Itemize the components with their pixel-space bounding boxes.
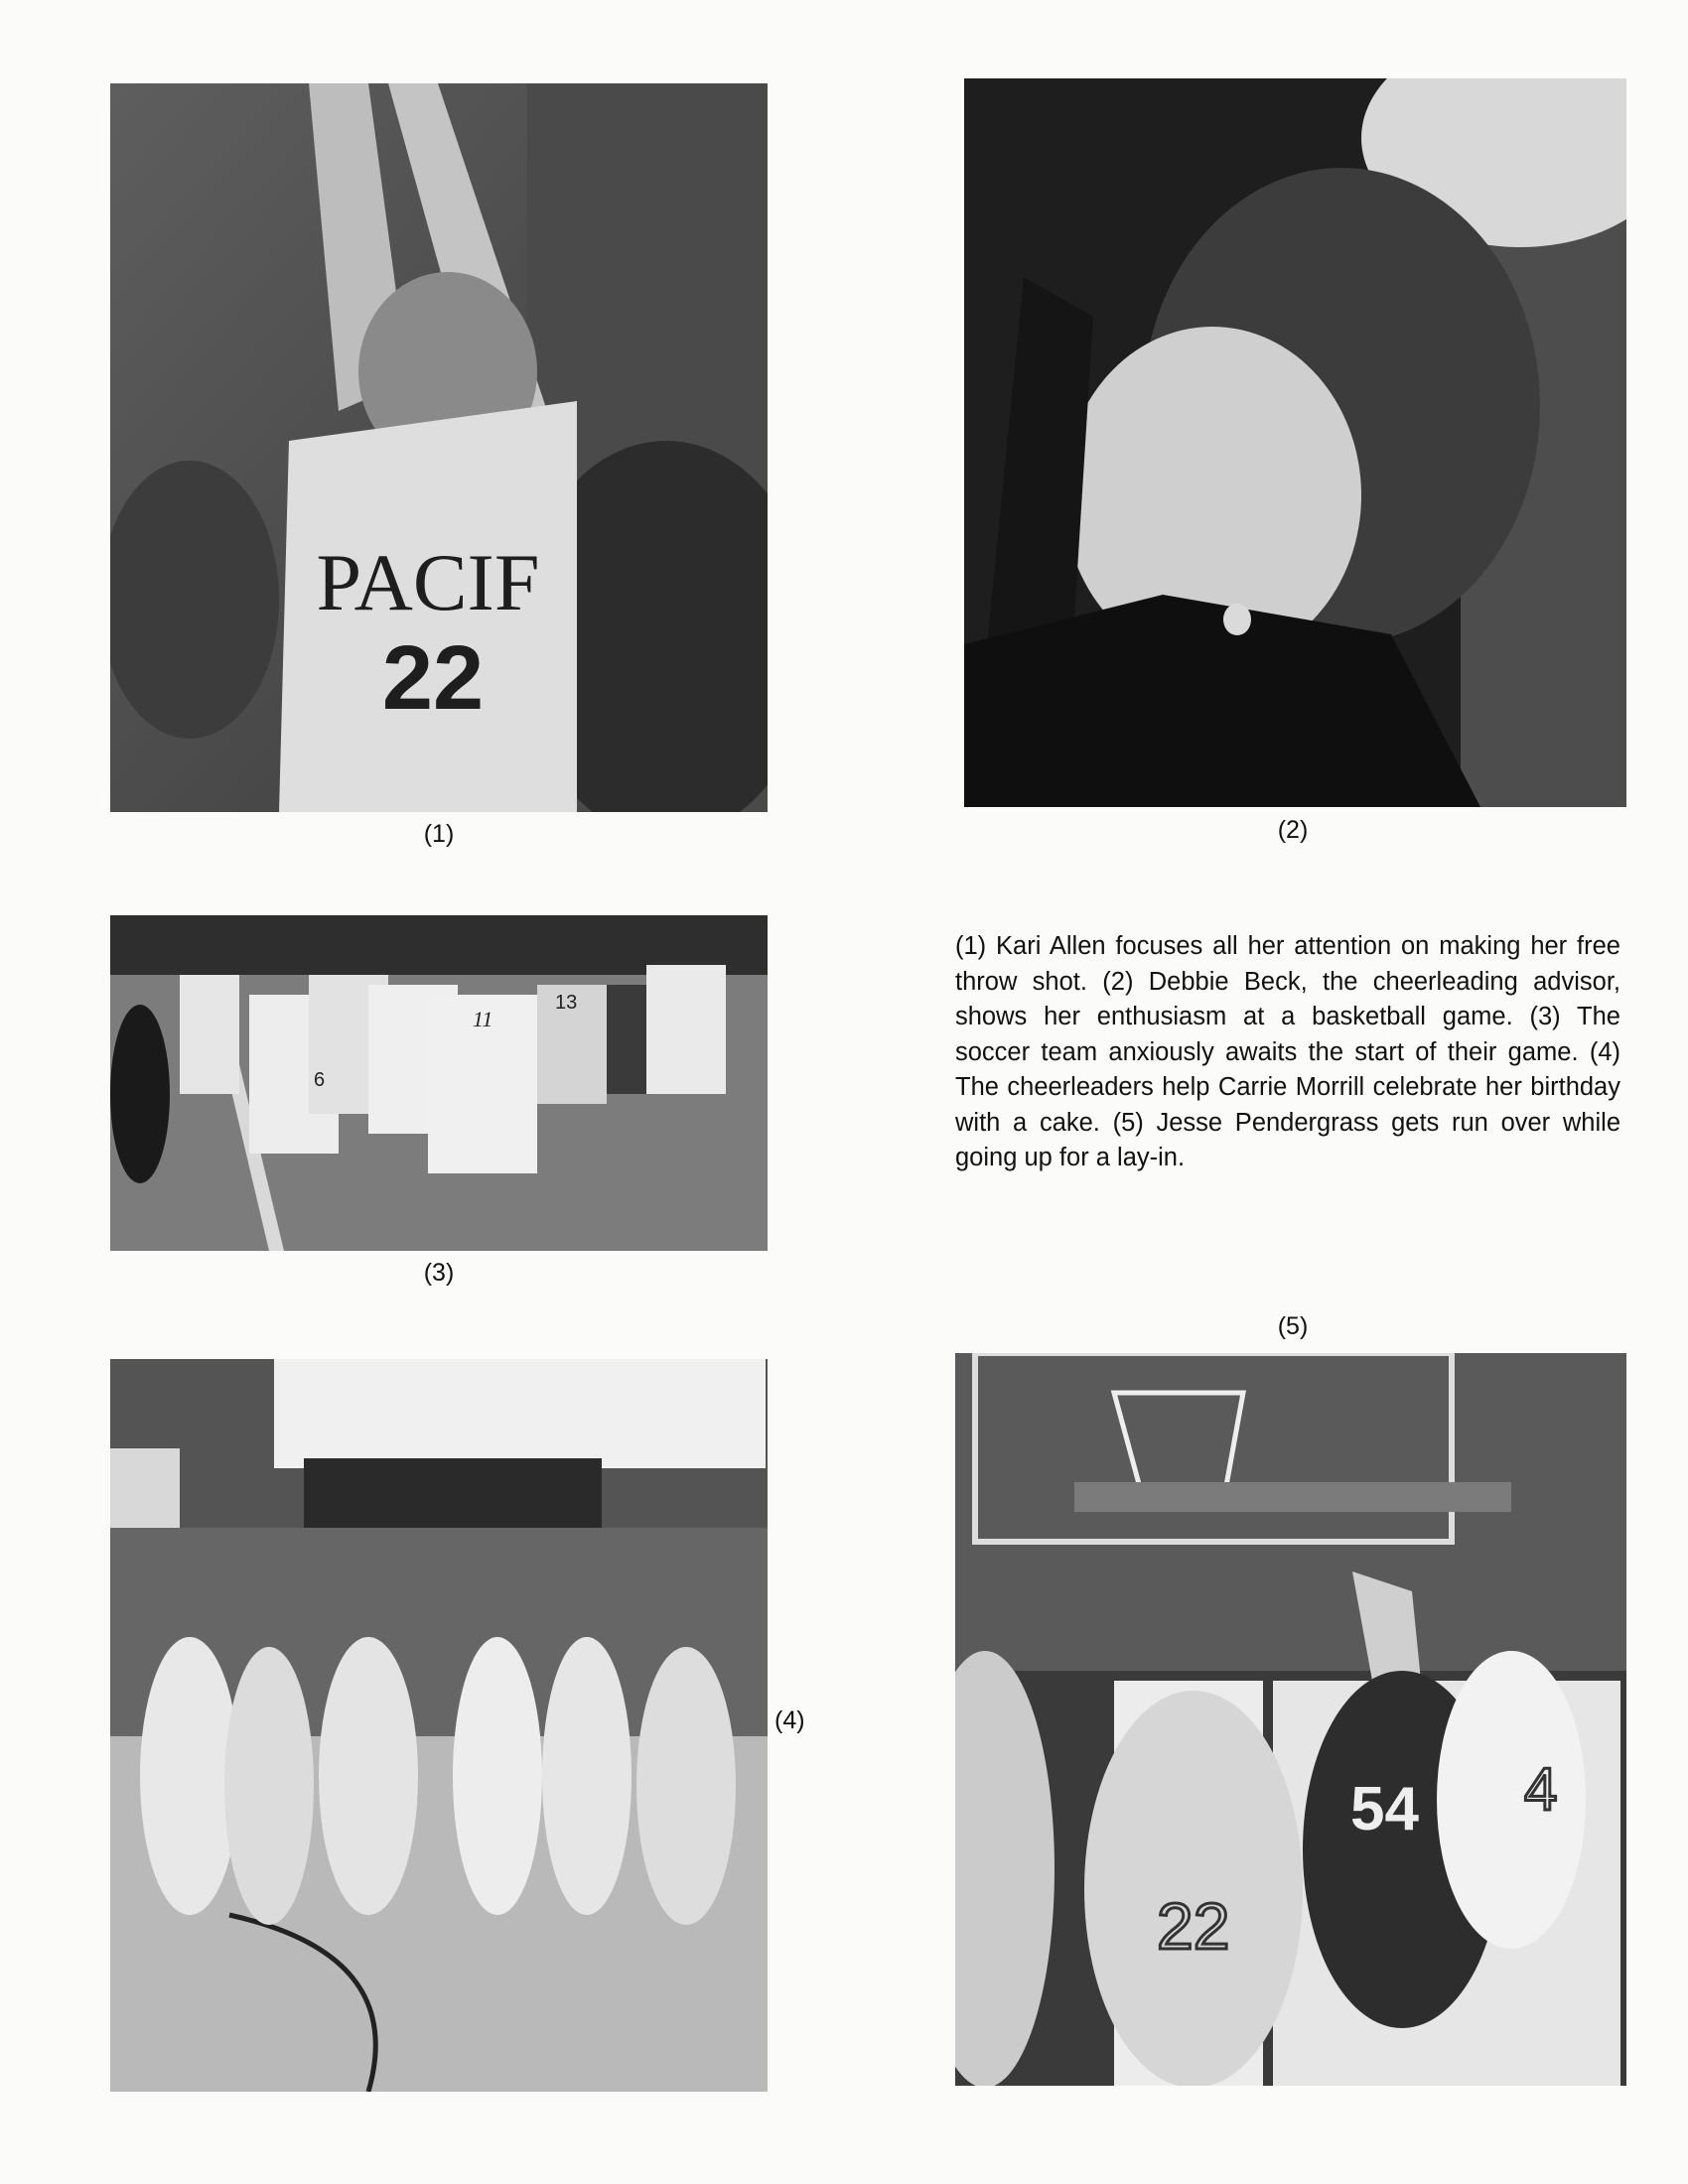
layup-jersey-b: 22 xyxy=(1157,1889,1230,1963)
photo-4 xyxy=(110,1359,768,2092)
layup-jersey-a: 54 xyxy=(1350,1775,1419,1843)
jersey-name: PACIF xyxy=(316,537,540,627)
photo-4-label: (4) xyxy=(774,1706,805,1734)
photo-captions: (1) Kari Allen focuses all her attention on making her free throw shot. (2) Debbie Beck, the cheerleading advisor, shows her enthusiasm at a basketball game. (3) The soccer team anxiously awaits the start of their game. (4) The cheerleaders help Carrie Morrill celebrate her birthday with a cake. (5) Jesse Pendergrass gets run over while going up for a lay-in. xyxy=(955,932,1620,1171)
soccer-jersey-a: 6 xyxy=(314,1069,326,1091)
soccer-jersey-c: 13 xyxy=(555,992,578,1014)
photo-3 xyxy=(110,915,768,1251)
soccer-jersey-b: 11 xyxy=(473,1007,493,1031)
photo-1 xyxy=(110,83,768,812)
photo-2-label: (2) xyxy=(1277,816,1309,844)
smiling-advisor-photo xyxy=(964,78,1626,807)
basketball-free-throw-photo xyxy=(110,83,768,812)
cheerleaders-cake-photo xyxy=(110,1359,768,2092)
photo-1-label: (1) xyxy=(423,820,455,848)
photo-2 xyxy=(964,78,1626,807)
photo-5 xyxy=(955,1353,1626,2086)
jersey-number: 22 xyxy=(381,627,485,729)
photo-5-label: (5) xyxy=(1277,1312,1309,1340)
photo-3-label: (3) xyxy=(423,1259,455,1287)
layup-jersey-c: 4 xyxy=(1524,1756,1558,1823)
basketball-layup-photo xyxy=(955,1353,1626,2086)
soccer-team-photo xyxy=(110,915,768,1251)
